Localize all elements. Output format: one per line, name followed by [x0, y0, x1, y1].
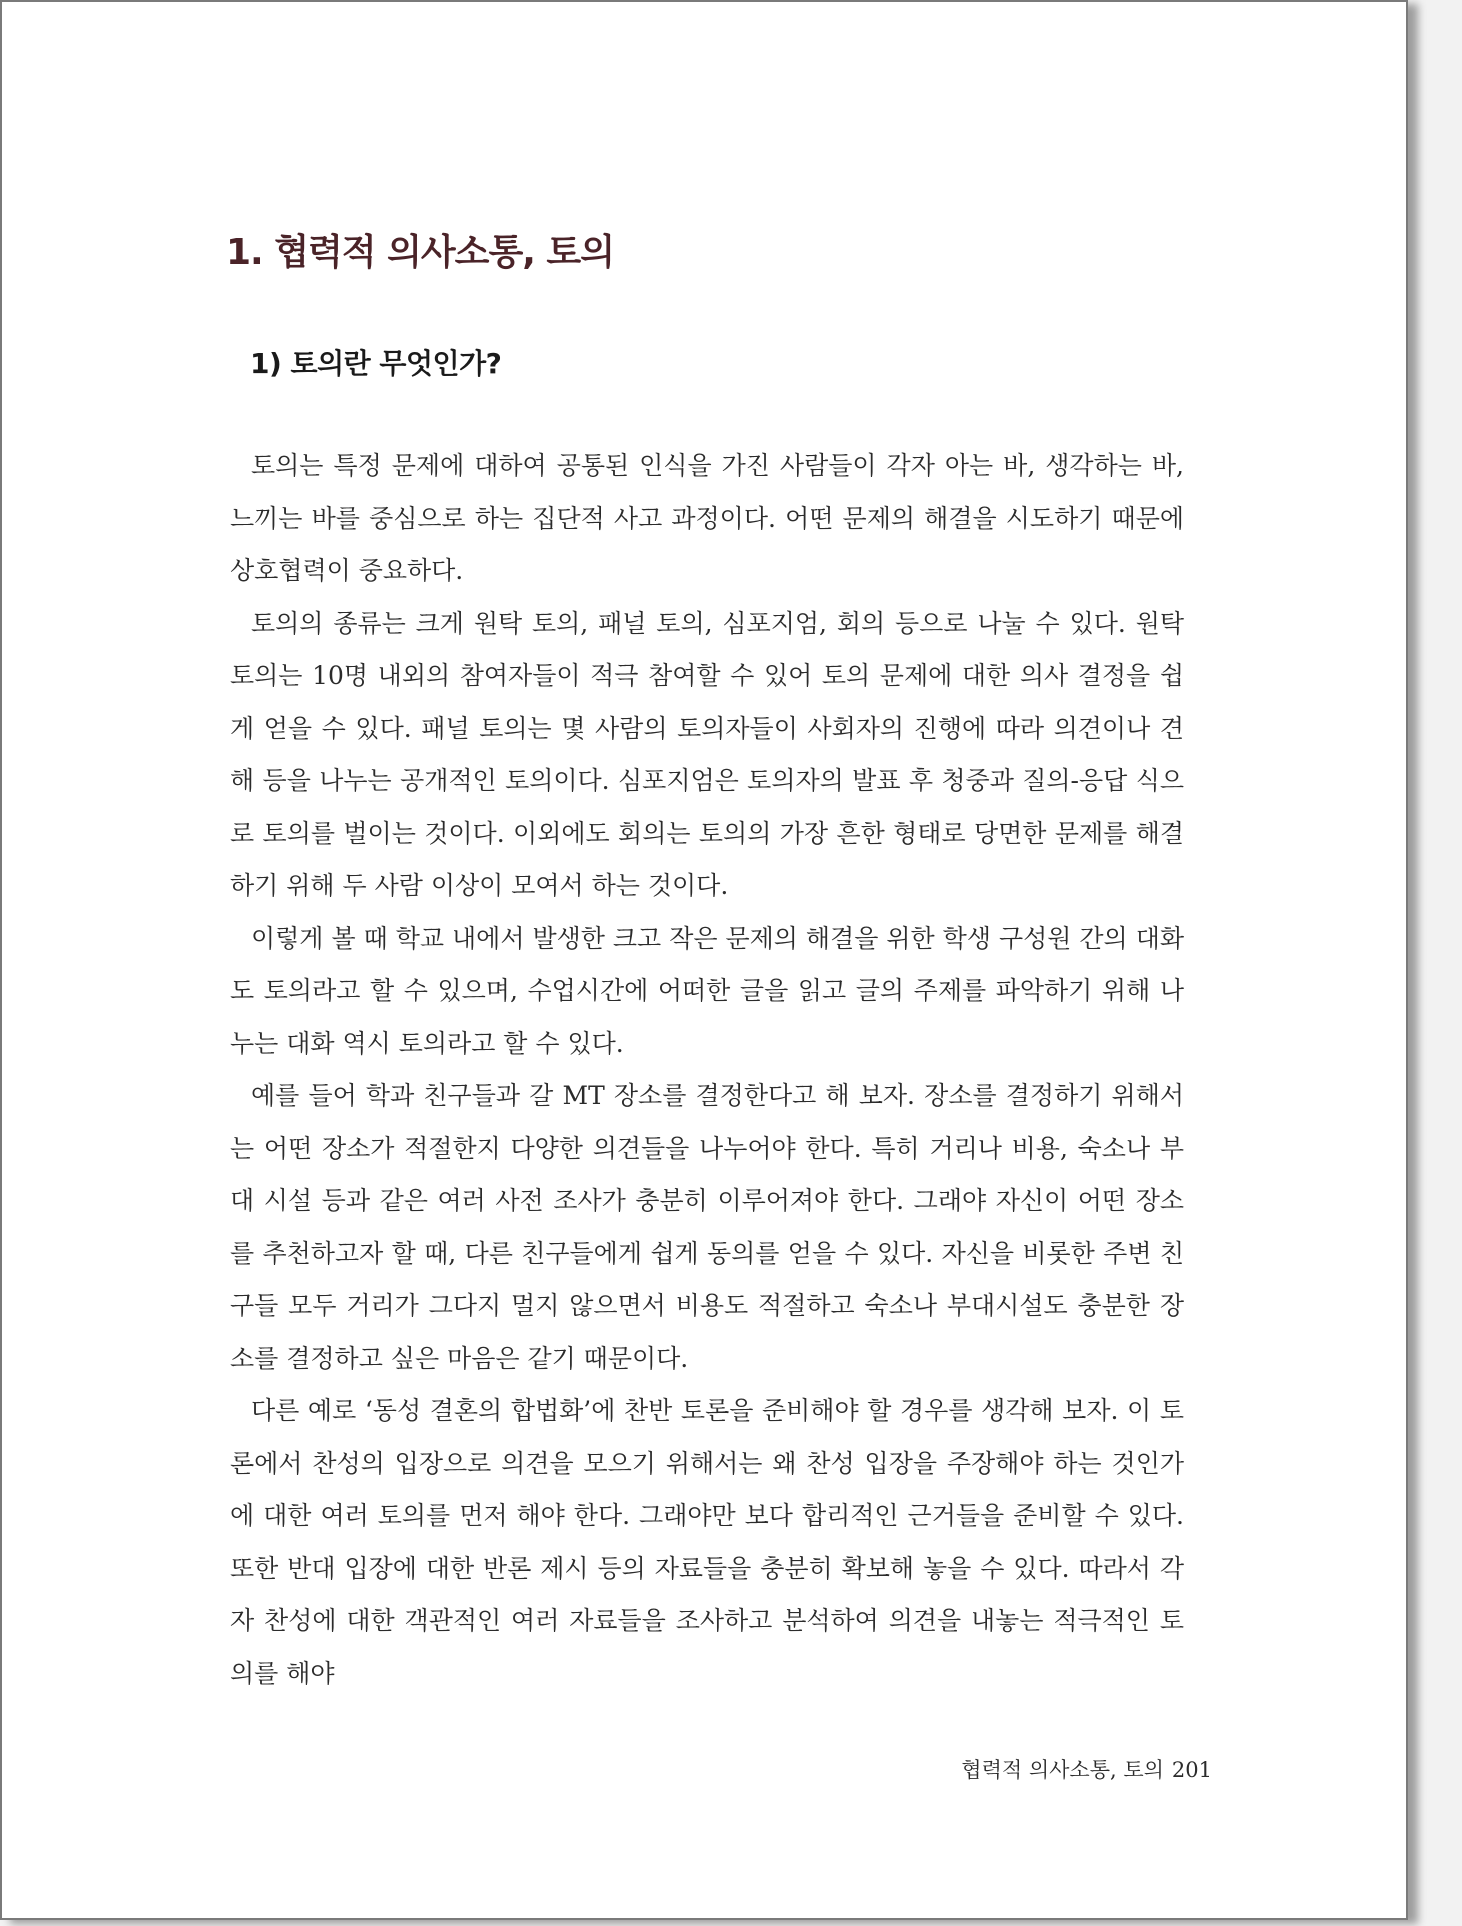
running-title: 협력적 의사소통, 토의	[961, 1758, 1164, 1782]
body-text	[230, 440, 1184, 1700]
chapter-title: 1. 협력적 의사소통, 토의	[226, 232, 614, 273]
paragraph: 토의의 종류는 크게 원탁 토의, 패널 토의, 심포지엄, 회의 등으로 나눌 수 있다. 원탁 토의는 10명 내외의 참여자들이 적극 참여할 수 있어 토의 문제에 대한 의사 결정을 쉽게 얻을 수 있다. 패널 토의는 몇 사람의 토의자들이 사회자의 진행에 따라 의견이나 견해 등을 나누는 공개적인 토의이다. 심포지엄은 토의자의 발표 후 청중과 질의-응답 식으로 토의를 벌이는 것이다. 이외에도 회의는 토의의 가장 흔한 형태로 당면한 문제를 해결하기 위해 두 사람 이상이 모여서 하는 것이다.	[230, 608, 1184, 900]
page-number: 201	[1171, 1758, 1212, 1782]
paragraph: 다른 예로 ‘동성 결혼의 합법화’에 찬반 토론을 준비해야 할 경우를 생각해 보자. 이 토론에서 찬성의 입장으로 의견을 모으기 위해서는 왜 찬성 입장을 주장해야 하는 것인가에 대한 여러 토의를 먼저 해야 한다. 그래야만 보다 합리적인 근거들을 준비할 수 있다. 또한 반대 입장에 대한 반론 제시 등의 자료들을 충분히 확보해 놓을 수 있다. 따라서 각자 찬성에 대한 객관적인 여러 자료들을 조사하고 분석하여 의견을 내놓는 적극적인 토의를 해야	[230, 1396, 1184, 1688]
paragraph: 토의는 특정 문제에 대하여 공통된 인식을 가진 사람들이 각자 아는 바, 생각하는 바, 느끼는 바를 중심으로 하는 집단적 사고 과정이다. 어떤 문제의 해결을 시도하기 때문에 상호협력이 중요하다.	[230, 451, 1184, 585]
paragraph: 예를 들어 학과 친구들과 갈 MT 장소를 결정한다고 해 보자. 장소를 결정하기 위해서는 어떤 장소가 적절한지 다양한 의견들을 나누어야 한다. 특히 거리나 비용, 숙소나 부대 시설 등과 같은 여러 사전 조사가 충분히 이루어져야 한다. 그래야 자신이 어떤 장소를 추천하고자 할 때, 다른 친구들에게 쉽게 동의를 얻을 수 있다. 자신을 비롯한 주변 친구들 모두 거리가 그다지 멀지 않으면서 비용도 적절하고 숙소나 부대시설도 충분한 장소를 결정하고 싶은 마음은 같기 때문이다.	[230, 1081, 1184, 1373]
page-footer	[961, 1754, 1212, 1784]
paragraph: 이렇게 볼 때 학교 내에서 발생한 크고 작은 문제의 해결을 위한 학생 구성원 간의 대화도 토의라고 할 수 있으며, 수업시간에 어떠한 글을 읽고 글의 주제를 파악하기 위해 나누는 대화 역시 토의라고 할 수 있다.	[230, 923, 1184, 1058]
section-title: 1) 토의란 무엇인가?	[250, 347, 502, 380]
